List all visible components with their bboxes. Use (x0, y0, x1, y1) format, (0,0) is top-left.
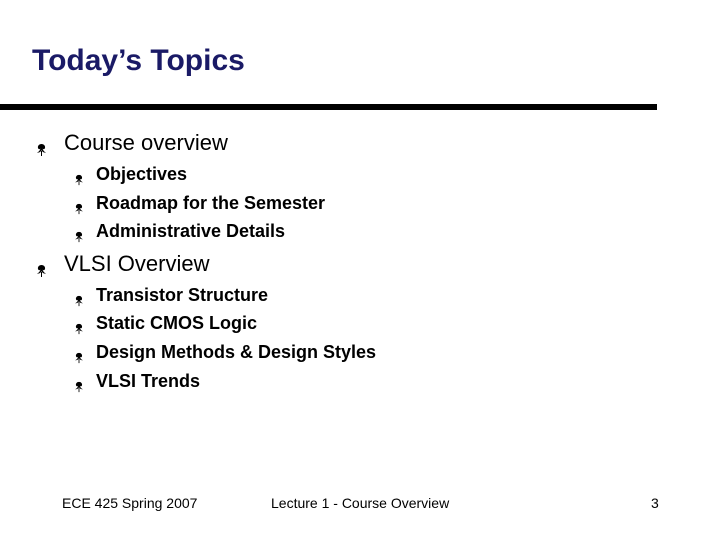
sub-bullet-label: VLSI Trends (96, 371, 201, 391)
sub-bullet-label: Transistor Structure (96, 285, 269, 305)
footer-lecture: Lecture 1 - Course Overview (271, 495, 450, 511)
footer-course: ECE 425 Spring 2007 (62, 495, 198, 511)
fleuron-bullet-icon (36, 258, 47, 272)
page-number: 3 (651, 495, 659, 511)
sub-bullet-label: Administrative Details (96, 221, 286, 241)
sub-bullet-label: Static CMOS Logic (96, 313, 258, 333)
bullet-label: Course overview (64, 130, 228, 155)
sub-bullet-label: Roadmap for the Semester (96, 193, 326, 213)
fleuron-bullet-icon (74, 291, 84, 303)
fleuron-bullet-icon (74, 170, 84, 182)
fleuron-bullet-icon (74, 227, 84, 239)
fleuron-bullet-icon (74, 319, 84, 331)
sub-bullet-label: Design Methods & Design Styles (96, 342, 377, 362)
slide-title: Today’s Topics (32, 44, 245, 77)
bullet-label: VLSI Overview (64, 251, 210, 276)
fleuron-bullet-icon (74, 348, 84, 360)
fleuron-bullet-icon (74, 377, 84, 389)
fleuron-bullet-icon (74, 199, 84, 211)
fleuron-bullet-icon (36, 137, 47, 151)
sub-bullet-label: Objectives (96, 164, 188, 184)
